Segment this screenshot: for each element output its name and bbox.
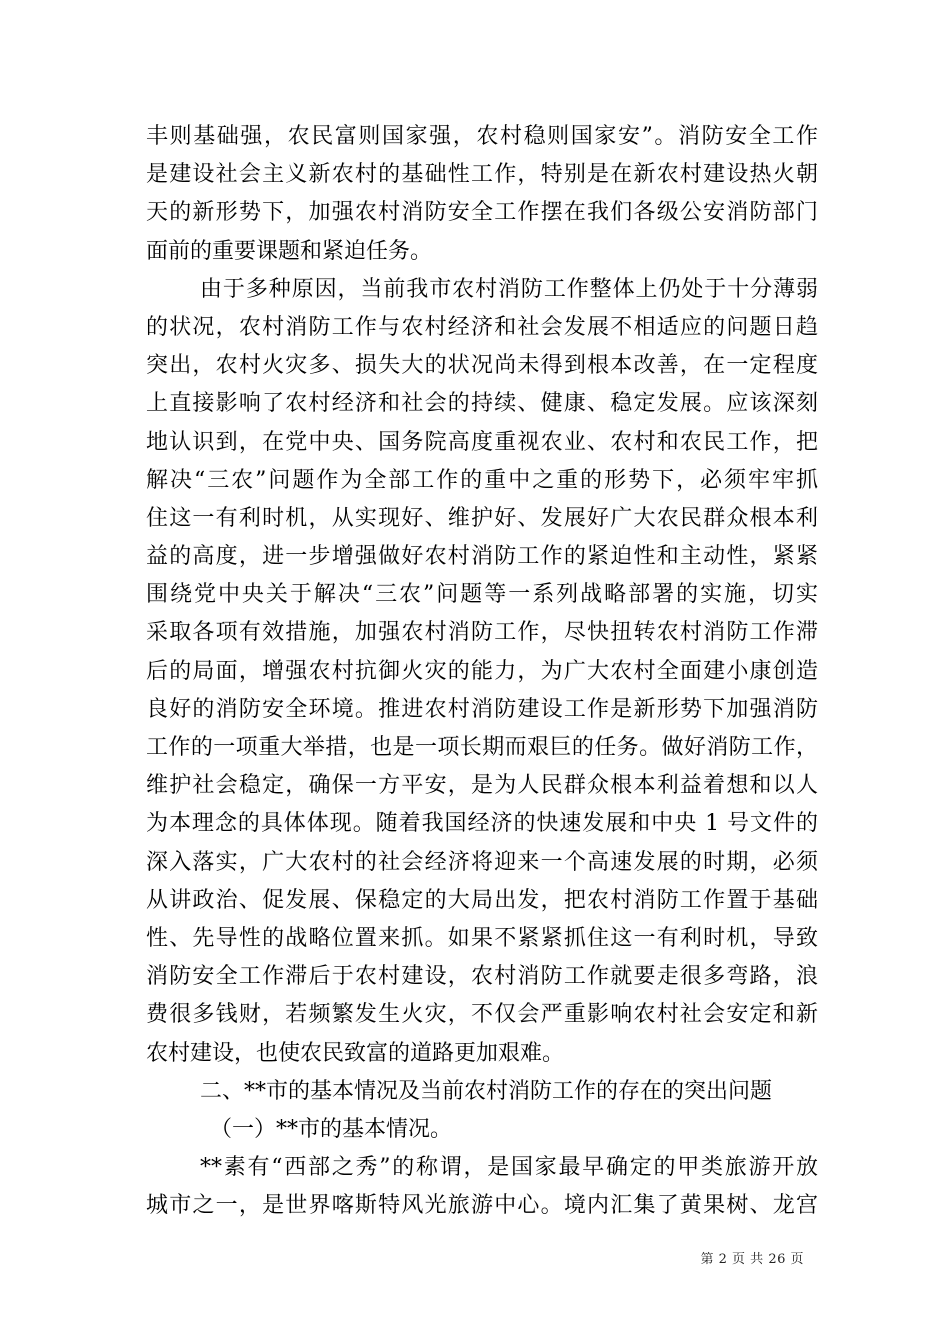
text-line: 后的局面，增强农村抗御火灾的能力，为广大农村全面建小康创造 bbox=[146, 658, 818, 684]
page-number: 第 2 页 共 26 页 bbox=[700, 1252, 804, 1267]
section-heading: 二、**市的基本情况及当前农村消防工作的存在的突出问题 bbox=[200, 1078, 773, 1104]
subsection-heading: （一）**市的基本情况。 bbox=[210, 1116, 453, 1142]
text-line: 采取各项有效措施，加强农村消防工作，尽快扭转农村消防工作滞 bbox=[146, 620, 818, 646]
text-line: 丰则基础强，农民富则国家强，农村稳则国家安”。消防安全工作 bbox=[146, 124, 818, 149]
text-line: 地认识到，在党中央、国务院高度重视农业、农村和农民工作，把 bbox=[146, 429, 818, 455]
text-line: 性、先导性的战略位置来抓。如果不紧紧抓住这一有利时机，导致 bbox=[146, 925, 818, 951]
text-line: 消防安全工作滞后于农村建设，农村消防工作就要走很多弯路，浪 bbox=[146, 964, 818, 990]
text-line: 由于多种原因，当前我市农村消防工作整体上仍处于十分薄弱 bbox=[200, 276, 818, 302]
text-line: 良好的消防安全环境。推进农村消防建设工作是新形势下加强消防 bbox=[146, 696, 818, 722]
text-line: 围绕党中央关于解决“三农”问题等一系列战略部署的实施，切实 bbox=[146, 582, 818, 608]
text-line: 农村建设，也使农民致富的道路更加艰难。 bbox=[146, 1040, 565, 1066]
text-line: 的状况，农村消防工作与农村经济和社会发展不相适应的问题日趋 bbox=[146, 314, 818, 340]
text-line: 为本理念的具体体现。随着我国经济的快速发展和中央 1 号文件的 bbox=[146, 811, 818, 837]
text-line: **素有“西部之秀”的称谓，是国家最早确定的甲类旅游开放 bbox=[200, 1155, 818, 1181]
text-line: 上直接影响了农村经济和社会的持续、健康、稳定发展。应该深刻 bbox=[146, 391, 818, 417]
text-line: 天的新形势下，加强农村消防安全工作摆在我们各级公安消防部门 bbox=[146, 200, 818, 226]
text-line: 从讲政治、促发展、保稳定的大局出发，把农村消防工作置于基础 bbox=[146, 887, 818, 913]
text-line: 工作的一项重大举措，也是一项长期而艰巨的任务。做好消防工作， bbox=[146, 735, 818, 760]
text-line: 维护社会稳定，确保一方平安，是为人民群众根本利益着想和以人 bbox=[146, 773, 818, 799]
text-line: 费很多钱财，若频繁发生火灾，不仅会严重影响农村社会安定和新 bbox=[146, 1002, 818, 1028]
text-line: 益的高度，进一步增强做好农村消防工作的紧迫性和主动性，紧紧 bbox=[146, 544, 818, 570]
text-line: 深入落实，广大农村的社会经济将迎来一个高速发展的时期，必须 bbox=[146, 849, 818, 875]
text-line: 城市之一，是世界喀斯特风光旅游中心。境内汇集了黄果树、龙宫 bbox=[146, 1193, 818, 1219]
text-line: 突出，农村火灾多、损失大的状况尚未得到根本改善，在一定程度 bbox=[146, 353, 818, 379]
text-line: 解决“三农”问题作为全部工作的重中之重的形势下，必须牢牢抓 bbox=[146, 467, 818, 493]
text-line: 住这一有利时机，从实现好、维护好、发展好广大农民群众根本利 bbox=[146, 505, 818, 531]
text-line: 面前的重要课题和紧迫任务。 bbox=[146, 238, 433, 264]
body-text bbox=[146, 118, 818, 1225]
text-line: 是建设社会主义新农村的基础性工作，特别是在新农村建设热火朝 bbox=[146, 162, 818, 188]
